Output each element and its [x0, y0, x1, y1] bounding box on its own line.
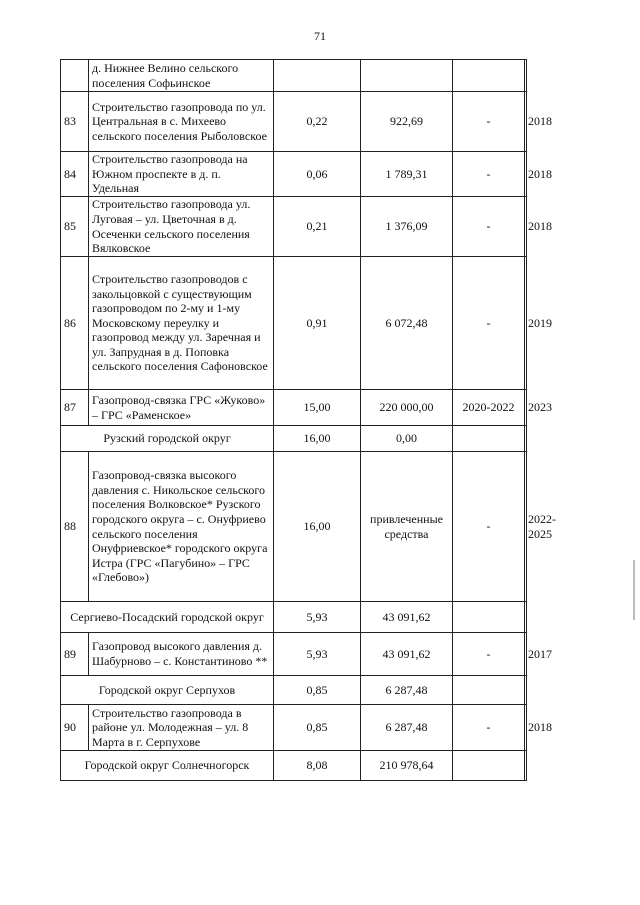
subtotal-row [61, 751, 527, 781]
commissioning-year-cell: 2018 [525, 92, 527, 152]
length-cell [274, 60, 361, 92]
commissioning-year-cell: 2018 [525, 152, 527, 197]
row-number-cell [61, 60, 89, 92]
row-number-cell: 88 [61, 452, 89, 602]
row-number-cell: 89 [61, 633, 89, 676]
row-number-cell: 87 [61, 390, 89, 426]
empty-cell [525, 751, 527, 781]
empty-cell [525, 602, 527, 633]
length-cell: 15,00 [274, 390, 361, 426]
cost-cell: 220 000,00 [361, 390, 453, 426]
table-row [61, 257, 527, 390]
table-row [61, 197, 527, 257]
empty-cell [453, 676, 525, 705]
object-name-cell: д. Нижнее Велино сельского поселения Софьинское [89, 60, 274, 92]
row-number-cell: 86 [61, 257, 89, 390]
commissioning-year-cell: 2022-2025 [525, 452, 527, 602]
commissioning-year-cell: 2019 [525, 257, 527, 390]
row-number-cell: 90 [61, 705, 89, 751]
commissioning-year-cell [525, 60, 527, 92]
cost-cell: 6 287,48 [361, 705, 453, 751]
subtotal-row [61, 602, 527, 633]
construction-years-cell: - [453, 92, 525, 152]
commissioning-year-cell: 2017 [525, 633, 527, 676]
length-cell: 5,93 [274, 602, 361, 633]
row-number-cell: 83 [61, 92, 89, 152]
subtotal-row [61, 676, 527, 705]
cost-cell: 1 789,31 [361, 152, 453, 197]
length-cell: 0,21 [274, 197, 361, 257]
table-row [61, 152, 527, 197]
cost-cell: 210 978,64 [361, 751, 453, 781]
object-name-cell: Строительство газопровода на Южном проспекте в д. п. Удельная [89, 152, 274, 197]
cost-cell: 43 091,62 [361, 633, 453, 676]
cost-cell: 6 287,48 [361, 676, 453, 705]
district-name-cell: Городской округ Солнечногорск [61, 751, 274, 781]
empty-cell [525, 676, 527, 705]
table-row [61, 92, 527, 152]
gas-pipeline-table [60, 59, 556, 781]
object-name-cell: Строительство газопровода в районе ул. Молодежная – ул. 8 Марта в г. Серпухове [89, 705, 274, 751]
object-name-cell: Газопровод-связка высокого давления с. Никольское сельского поселения Волковское* Рузского городского округа – с. Онуфриево сельского поселения Онуфриевское* городского округа Истра (ГРС «Пагубино» – ГРС «Глебово») [89, 452, 274, 602]
object-name-cell: Строительство газопроводов с закольцовкой с существующим газопроводом по 2-му и 1-му Московскому переулку и газопровод между ул. Заречная и ул. Запрудная в д. Поповка сельского поселения Сафоновское [89, 257, 274, 390]
empty-cell [453, 751, 525, 781]
construction-years-cell: - [453, 257, 525, 390]
table-row [61, 633, 527, 676]
construction-years-cell: 2020-2022 [453, 390, 525, 426]
construction-years-cell [453, 60, 525, 92]
district-name-cell: Рузский городской округ [61, 426, 274, 452]
table-row [61, 60, 527, 92]
row-number-cell: 85 [61, 197, 89, 257]
cost-cell: 922,69 [361, 92, 453, 152]
length-cell: 8,08 [274, 751, 361, 781]
length-cell: 0,22 [274, 92, 361, 152]
table-row [61, 390, 527, 426]
subtotal-row [61, 426, 527, 452]
length-cell: 0,91 [274, 257, 361, 390]
cost-cell: 1 376,09 [361, 197, 453, 257]
construction-years-cell: - [453, 152, 525, 197]
length-cell: 16,00 [274, 452, 361, 602]
commissioning-year-cell: 2023 [525, 390, 527, 426]
object-name-cell: Строительство газопровода по ул. Центральная в с. Михеево сельского поселения Рыболовское [89, 92, 274, 152]
cost-cell: 6 072,48 [361, 257, 453, 390]
table-row [61, 452, 527, 602]
district-name-cell: Городской округ Серпухов [61, 676, 274, 705]
cost-cell: привлеченные средства [361, 452, 453, 602]
length-cell: 5,93 [274, 633, 361, 676]
scan-edge-mark [633, 560, 635, 620]
length-cell: 16,00 [274, 426, 361, 452]
row-number-cell: 84 [61, 152, 89, 197]
object-name-cell: Строительство газопровода ул. Луговая – ул. Цветочная в д. Осеченки сельского поселения Вялковское [89, 197, 274, 257]
empty-cell [453, 602, 525, 633]
construction-years-cell: - [453, 197, 525, 257]
cost-cell [361, 60, 453, 92]
table-row [61, 705, 527, 751]
cost-cell: 43 091,62 [361, 602, 453, 633]
length-cell: 0,85 [274, 705, 361, 751]
page-number: 71 [314, 29, 326, 43]
length-cell: 0,85 [274, 676, 361, 705]
commissioning-year-cell: 2018 [525, 705, 527, 751]
construction-years-cell: - [453, 633, 525, 676]
commissioning-year-cell: 2018 [525, 197, 527, 257]
construction-years-cell: - [453, 452, 525, 602]
construction-years-cell: - [453, 705, 525, 751]
district-name-cell: Сергиево-Посадский городской округ [61, 602, 274, 633]
cost-cell: 0,00 [361, 426, 453, 452]
empty-cell [453, 426, 525, 452]
empty-cell [525, 426, 527, 452]
object-name-cell: Газопровод высокого давления д. Шабурново – с. Константиново ** [89, 633, 274, 676]
length-cell: 0,06 [274, 152, 361, 197]
object-name-cell: Газопровод-связка ГРС «Жуково» – ГРС «Раменское» [89, 390, 274, 426]
